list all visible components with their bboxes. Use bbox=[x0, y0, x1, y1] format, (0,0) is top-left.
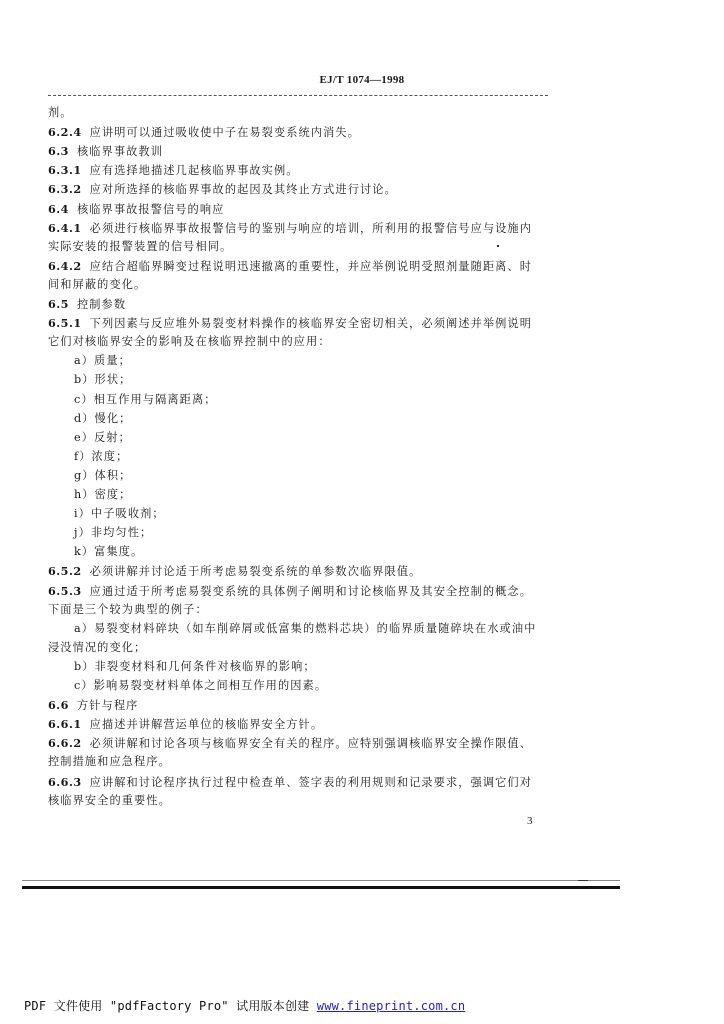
clause-text: 应有选择地描述几起核临界事故实例。 bbox=[89, 164, 299, 178]
text-line bbox=[74, 679, 327, 693]
footer-text: PDF 文件使用 "pdfFactory Pro" 试用版本创建 bbox=[24, 999, 317, 1013]
clause-text: i）中子吸收剂； bbox=[74, 507, 165, 521]
clause-text: 浸没情况的变化； bbox=[48, 640, 147, 654]
numbered-clause-line bbox=[48, 775, 532, 790]
clause-text: a）质量； bbox=[74, 354, 131, 368]
clause-text: 控制参数 bbox=[76, 298, 127, 311]
footer-rule bbox=[22, 886, 620, 889]
clause-number: 6.4.1 bbox=[48, 220, 82, 235]
clause-text: e）反射； bbox=[74, 430, 131, 444]
text-line bbox=[74, 660, 316, 674]
clause-text: 应对所选择的核临界事故的起因及其终止方式进行讨论。 bbox=[89, 183, 397, 197]
text-line bbox=[74, 393, 217, 407]
clause-number: 6.3.2 bbox=[48, 182, 82, 197]
clause-text: 控制措施和应急程序。 bbox=[48, 755, 171, 769]
text-line bbox=[48, 106, 73, 120]
clause-text: 必须讲解和讨论各项与核临界安全有关的程序。应特别强调核临界安全操作限值、 bbox=[89, 737, 533, 751]
clause-number: 6.3.1 bbox=[48, 163, 82, 178]
clause-text: b）非裂变材料和几何条件对核临界的影响； bbox=[74, 659, 316, 673]
numbered-clause-line bbox=[48, 584, 532, 599]
clause-text: 核临界事故教训 bbox=[76, 145, 163, 159]
clause-number: 6.5.3 bbox=[48, 583, 82, 598]
text-line bbox=[48, 794, 171, 808]
clause-text: 应通过适于所考虑易裂变系统的具体例子阐明和讨论核临界及其安全控制的概念。 bbox=[89, 584, 533, 598]
numbered-clause-line bbox=[48, 125, 360, 140]
clause-text: j）非均匀性； bbox=[74, 526, 153, 540]
clause-number: 6.6.2 bbox=[48, 736, 82, 751]
header-rule bbox=[48, 95, 548, 96]
clause-text: 必须进行核临界事故报警信号的鉴别与响应的培训，所利用的报警信号应与设施内 bbox=[89, 221, 533, 235]
text-line bbox=[48, 603, 208, 617]
text-line bbox=[74, 507, 165, 521]
text-line bbox=[74, 373, 131, 387]
numbered-clause-line bbox=[48, 698, 138, 713]
clause-text: 必须讲解并讨论适于所考虑易裂变系统的单参数次临界限值。 bbox=[89, 565, 422, 579]
text-line bbox=[74, 450, 128, 464]
numbered-clause-line bbox=[48, 259, 532, 274]
clause-text: 下列因素与反应堆外易裂变材料操作的核临界安全密切相关，必须阐述并举例说明 bbox=[89, 317, 533, 331]
clause-text: g）体积； bbox=[74, 468, 132, 482]
scan-speck bbox=[578, 880, 588, 881]
clause-number: 6.6.1 bbox=[48, 717, 82, 732]
footer-rule-thin bbox=[22, 880, 620, 881]
clause-text: 应讲明可以通过吸收使中子在易裂变系统内消失。 bbox=[89, 126, 360, 140]
text-line bbox=[74, 622, 536, 636]
text-line bbox=[48, 335, 331, 349]
clause-number: 6.5 bbox=[48, 297, 69, 311]
text-line bbox=[74, 412, 131, 426]
numbered-clause-line bbox=[48, 221, 532, 236]
clause-text: 核临界事故报警信号的响应 bbox=[76, 202, 225, 216]
clause-number: 6.6 bbox=[48, 698, 69, 713]
numbered-clause-line bbox=[48, 717, 323, 732]
clause-number: 6.3 bbox=[48, 144, 69, 159]
pdf-watermark-footer bbox=[24, 997, 465, 1014]
text-line bbox=[74, 526, 152, 540]
numbered-clause-line bbox=[48, 182, 397, 197]
text-line bbox=[48, 755, 171, 769]
clause-number: 6.4.2 bbox=[48, 258, 82, 273]
clause-number: 6.6.3 bbox=[48, 774, 82, 789]
clause-text: 核临界安全的重要性。 bbox=[48, 793, 171, 807]
numbered-clause-line bbox=[48, 163, 299, 178]
clause-number: 6.4 bbox=[48, 201, 69, 216]
text-line bbox=[74, 545, 143, 559]
clause-number: 6.5.2 bbox=[48, 564, 82, 579]
numbered-clause-line bbox=[48, 202, 224, 217]
clause-text: c）相互作用与隔离距离； bbox=[74, 392, 217, 406]
clause-text: 剂。 bbox=[48, 106, 73, 119]
clause-text: 应结合超临界瞬变过程说明迅速撤离的重要性，并应举例说明受照剂量随距离、时 bbox=[89, 259, 533, 273]
clause-number: 6.5.1 bbox=[48, 316, 82, 331]
clause-text: f）浓度； bbox=[74, 449, 129, 463]
text-line bbox=[74, 488, 131, 502]
scan-speck bbox=[497, 245, 499, 247]
text-line bbox=[74, 354, 131, 368]
text-line bbox=[74, 469, 131, 483]
text-line bbox=[48, 240, 232, 254]
clause-number: 6.2.4 bbox=[48, 125, 82, 140]
clause-text: d）慢化； bbox=[74, 411, 132, 425]
text-line bbox=[48, 641, 146, 655]
numbered-clause-line bbox=[48, 736, 532, 751]
clause-text: 间和屏蔽的变化。 bbox=[48, 277, 147, 291]
numbered-clause-line bbox=[48, 144, 163, 159]
standard-code-header: EJ/T 1074—1998 bbox=[319, 74, 405, 86]
clause-text: 方针与程序 bbox=[76, 699, 139, 713]
page-number: 3 bbox=[527, 815, 533, 827]
clause-text: a）易裂变材料碎块（如车削碎屑或低富集的燃料芯块）的临界质量随碎块在水或油中 bbox=[74, 621, 537, 635]
clause-text: h）密度； bbox=[74, 488, 132, 501]
clause-text: b）形状； bbox=[74, 373, 132, 387]
numbered-clause-line bbox=[48, 297, 126, 312]
clause-text: c）影响易裂变材料单体之间相互作用的因素。 bbox=[74, 679, 328, 692]
clause-text: k）富集度。 bbox=[74, 545, 144, 559]
text-line bbox=[48, 278, 146, 292]
clause-text: 应描述并讲解营运单位的核临界安全方针。 bbox=[89, 718, 324, 732]
clause-text: 应讲解和讨论程序执行过程中检查单、签字表的利用规则和记录要求，强调它们对 bbox=[89, 775, 533, 789]
clause-text: 它们对核临界安全的影响及在核临界控制中的应用： bbox=[48, 335, 331, 349]
numbered-clause-line bbox=[48, 316, 532, 331]
clause-text: 下面是三个较为典型的例子： bbox=[48, 602, 208, 616]
clause-text: 实际安装的报警装置的信号相同。 bbox=[48, 239, 233, 253]
footer-link[interactable]: www.fineprint.com.cn bbox=[316, 999, 466, 1013]
numbered-clause-line bbox=[48, 564, 421, 579]
text-line bbox=[74, 431, 131, 445]
